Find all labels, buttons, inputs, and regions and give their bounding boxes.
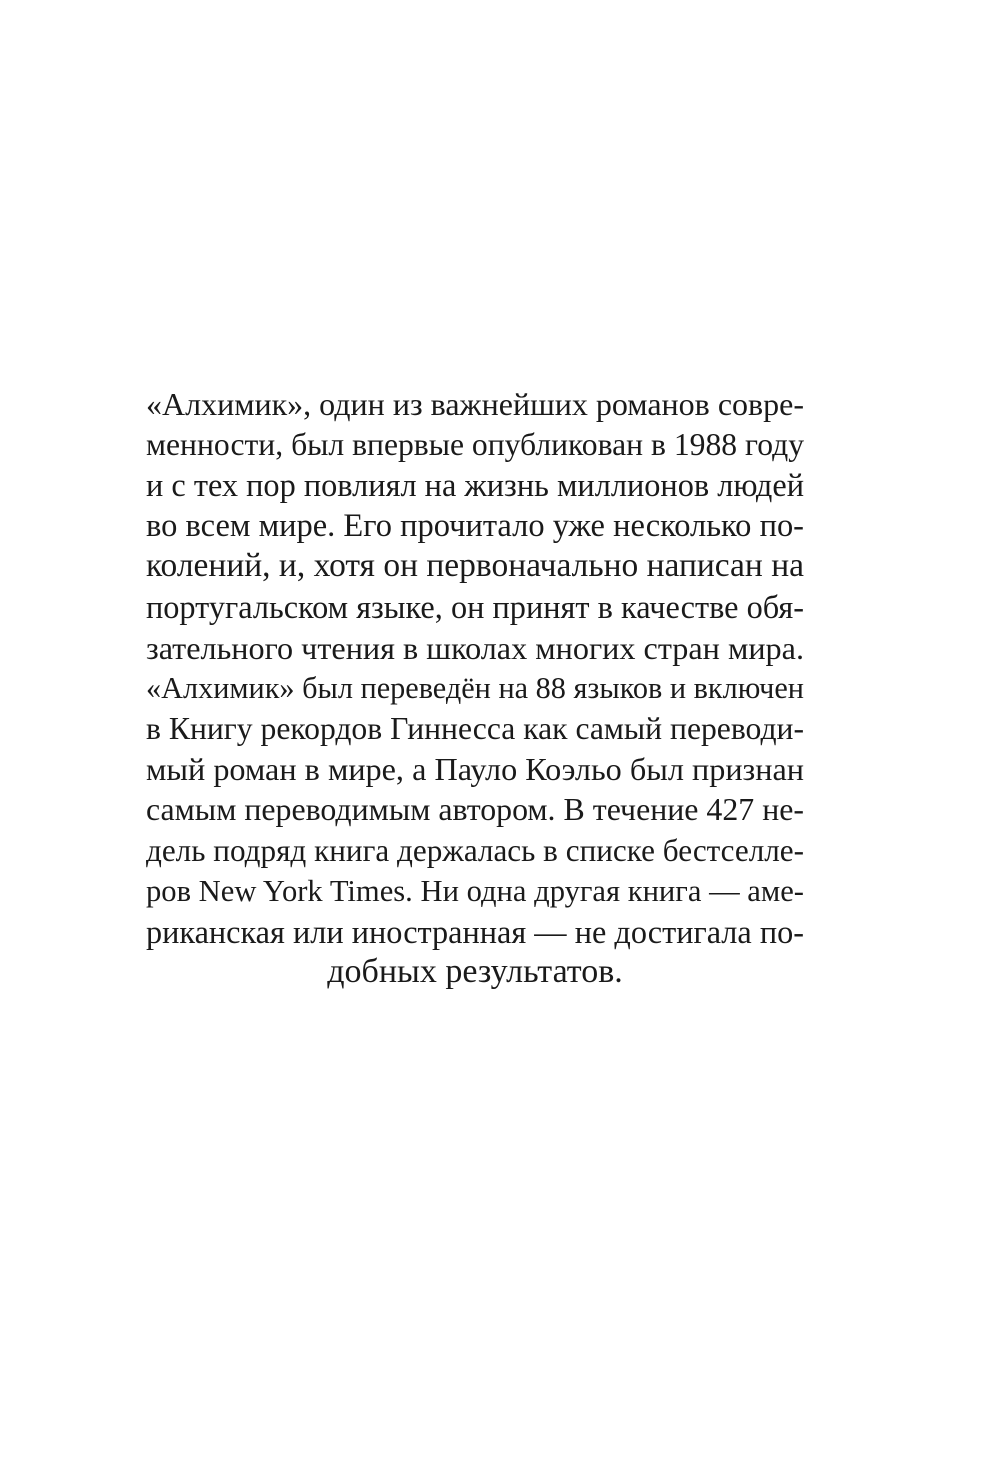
text-line: ров New York Times. Ни одна другая книга — аме- (146, 874, 804, 909)
text-line: колений, и, хотя он первоначально написан на (146, 547, 804, 585)
annotation-paragraph (146, 384, 804, 993)
text-line: самым переводимым автором. В течение 427 не- (146, 791, 804, 827)
text-line: дель подряд книга держалась в списке бестселле- (146, 832, 804, 868)
text-line: португальском языке, он принят в качестве обя- (146, 588, 804, 625)
text-line: мый роман в мире, а Пауло Коэльо был признан (146, 751, 804, 788)
text-line: «Алхимик», один из важнейших романов совре- (146, 386, 804, 422)
text-line: и с тех пор повлиял на жизнь миллионов людей (146, 467, 804, 504)
text-line: зательного чтения в школах многих стран мира. (146, 629, 804, 666)
text-line: во всем мире. Его прочитало уже несколько по- (146, 507, 804, 544)
text-line: «Алхимик» был переведён на 88 языков и включен (146, 671, 804, 706)
text-line: риканская или иностранная — не достигала по- (146, 913, 804, 950)
text-line-last: добных результатов. (327, 953, 623, 991)
text-line: менности, был впервые опубликован в 1988 году (146, 426, 804, 462)
text-line: в Книгу рекордов Гиннесса как самый переводи- (146, 710, 804, 746)
